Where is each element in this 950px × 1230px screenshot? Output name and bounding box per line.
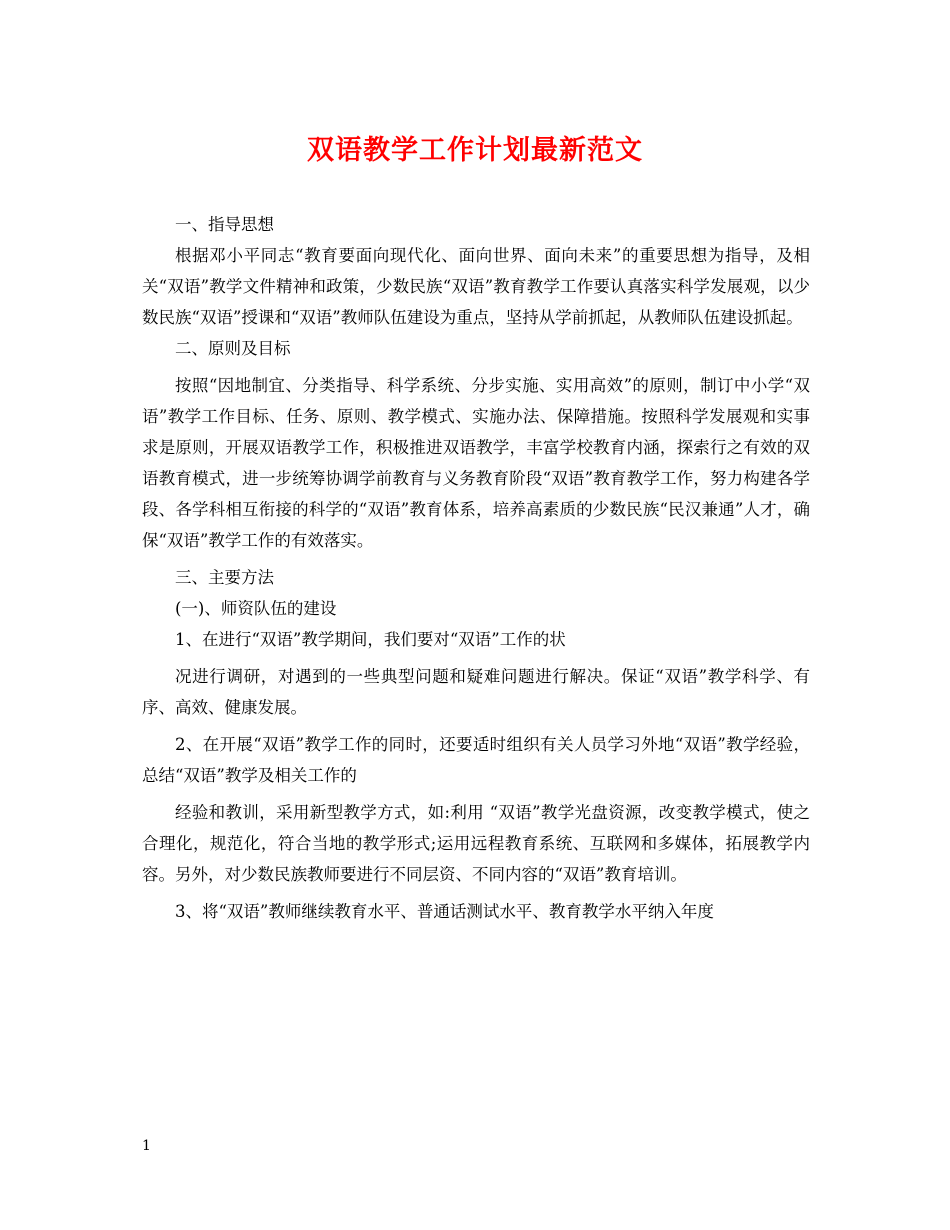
page-number: 1	[142, 1138, 151, 1154]
subsection-heading-teacher-team: (一)、师资队伍的建设	[175, 599, 337, 618]
paragraph-item-1-start: 1、在进行“双语”教学期间，我们要对“双语”工作的状	[175, 630, 566, 649]
paragraph-item-2-continued: 经验和教训，采用新型教学方式，如:利用 “双语”教学光盘资源，改变教学模式，使之合理化，规范化，符合当地的教学形式;运用远程教育系统、互联网和多媒体，拓展教学内容。另外，对少数民族教师要进行不同层资、不同内容的“双语”教育培训。	[142, 803, 810, 884]
paragraph-item-2-start: 2、在开展“双语”教学工作的同时，还要适时组织有关人员学习外地“双语”教学经验，总结“双语”教学及相关工作的	[142, 735, 810, 785]
paragraph-guiding-ideology: 根据邓小平同志“教育要面向现代化、面向世界、面向未来”的重要思想为指导，及相关“双语”教学文件精神和政策，少数民族“双语”教育教学工作要认真落实科学发展观，以少数民族“双语”授课和“双语”教师队伍建设为重点，坚持从学前抓起，从教师队伍建设抓起。	[142, 246, 810, 327]
section-heading-principles-goals: 二、原则及目标	[175, 339, 291, 358]
document-body	[142, 209, 810, 927]
paragraph-item-1-continued: 况进行调研，对遇到的一些典型问题和疑难问题进行解决。保证“双语”教学科学、有序、高效、健康发展。	[142, 667, 810, 717]
section-heading-guiding-ideology: 一、指导思想	[175, 215, 274, 234]
paragraph-item-3-start: 3、将“双语”教师继续教育水平、普通话测试水平、教育教学水平纳入年度	[175, 902, 714, 921]
paragraph-principles-goals: 按照“因地制宜、分类指导、科学系统、分步实施、实用高效”的原则，制订中小学“双语”教学工作目标、任务、原则、教学模式、实施办法、保障措施。按照科学发展观和实事求是原则，开展双语教学工作，积极推进双语教学，丰富学校教育内涵，探索行之有效的双语教育模式，进一步统筹协调学前教育与义务教育阶段“双语”教育教学工作，努力构建各学段、各学科相互衔接的科学的“双语”教育体系，培养高素质的少数民族“民汉兼通”人才，确保“双语”教学工作的有效落实。	[142, 376, 810, 550]
document-title: 双语教学工作计划最新范文	[307, 135, 643, 166]
section-heading-main-methods: 三、主要方法	[175, 568, 274, 587]
